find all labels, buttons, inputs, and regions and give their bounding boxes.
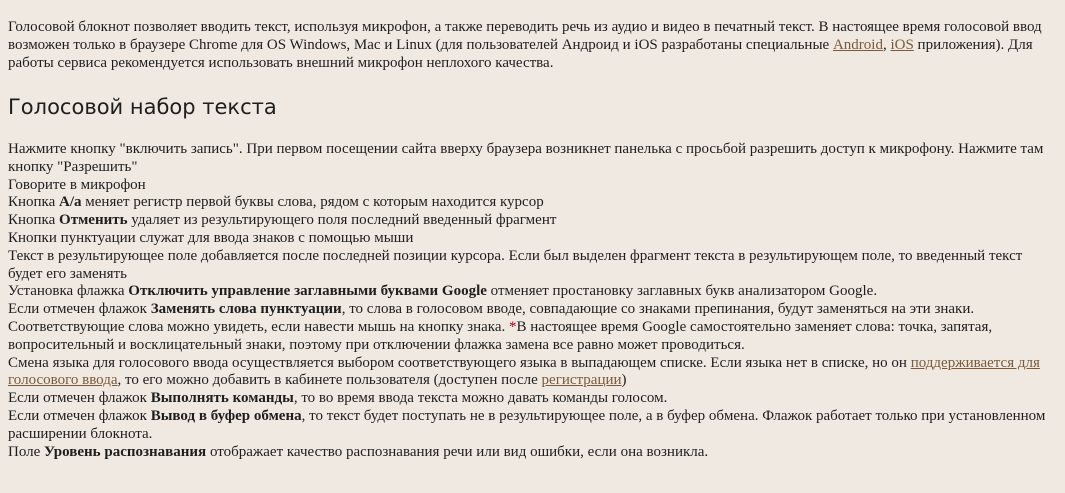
- instruction-text: удаляет из результирующего поля последний введенный фрагмент: [127, 212, 557, 229]
- list-item: [8, 283, 1056, 301]
- list-item: [8, 390, 1056, 408]
- instruction-text: Если отмечен флажок: [8, 407, 151, 424]
- instruction-text: Смена языка для голосового ввода осуществляется выбором соответствующего языка в выпадающем списке. Если языка нет в списке, но он: [8, 354, 911, 371]
- intro-separator: ,: [882, 36, 891, 53]
- list-item: [8, 230, 1056, 248]
- android-app-link[interactable]: Android: [832, 36, 883, 53]
- instruction-text: , то во время ввода текста можно давать команды голосом.: [293, 390, 668, 407]
- list-item: [8, 301, 1056, 354]
- instruction-text: , то его можно добавить в кабинете пользователя (доступен после: [117, 372, 542, 389]
- commands-flag-name: Выполнять команды: [150, 390, 294, 407]
- undo-button-name: Отменить: [59, 212, 128, 229]
- instruction-text: Текст в результирующее поле добавляется после последней позиции курсора. Если был выделен фрагмент текста в результирующем поле, то введенный текст будет его заменять: [8, 247, 1023, 282]
- instruction-text: Говорите в микрофон: [8, 176, 146, 193]
- list-item: [8, 408, 1056, 444]
- list-item: [8, 355, 1056, 391]
- instruction-text: Если отмечен флажок: [8, 301, 151, 318]
- supported-languages-link[interactable]: поддерживается для голосового ввода: [8, 354, 1040, 389]
- list-item: [8, 248, 1056, 284]
- list-item: [8, 444, 1056, 462]
- intro-paragraph: [8, 19, 1056, 72]
- instruction-text: Установка флажка: [8, 283, 129, 300]
- instruction-text: В настоящее время Google самостоятельно заменяет слова: точка, запятая, вопросительный и восклицательный знаки, поэтому при отключении флажка замена все равно может проводиться.: [8, 318, 993, 353]
- caps-flag-name: Отключить управление заглавными буквами Google: [128, 283, 487, 300]
- instruction-text: Поле: [8, 443, 45, 460]
- list-item: [8, 141, 1056, 177]
- intro-text: Голосовой блокнот позволяет вводить текст, используя микрофон, а также переводить речь из аудио и видео в печатный текст. В настоящее время голосовой ввод возможен только в браузере Chrome для OS Windows, Mac и Linux (для пользователей Андроид и iOS разработаны специальные: [8, 19, 1042, 53]
- intro-text-end: приложения). Для работы сервиса рекомендуется использовать внешний микрофон неплохого качества.: [8, 36, 1033, 71]
- case-button-name: A/a: [59, 194, 82, 211]
- list-item: [8, 212, 1056, 230]
- instruction-text: меняет регистр первой буквы слова, рядом с которым находится курсор: [81, 194, 544, 211]
- recognition-level-field-name: Уровень распознавания: [44, 443, 207, 460]
- instruction-text: Кнопки пунктуации служат для ввода знаков с помощью мыши: [8, 229, 414, 246]
- instruction-text: отображает качество распознавания речи или вид ошибки, если она возникла.: [206, 443, 709, 460]
- instruction-text: ): [621, 372, 627, 389]
- clipboard-flag-name: Вывод в буфер обмена: [150, 407, 302, 424]
- list-item: [8, 194, 1056, 212]
- section-heading: Голосовой набор текста: [8, 95, 277, 119]
- ios-app-link[interactable]: iOS: [890, 36, 914, 53]
- list-item: [8, 177, 1056, 195]
- instruction-text: , то слова в голосовом вводе, совпадающие со знаками препинания, будут заменяться на эти знаки. Соответствующие слова можно увидеть, если навести мышь на кнопку знака.: [8, 301, 975, 335]
- instruction-text: отменяет простановку заглавных букв анализатором Google.: [486, 283, 878, 300]
- content-area: [8, 19, 1056, 460]
- instruction-text: Кнопка: [8, 194, 60, 211]
- instruction-text: , то текст будет поступать не в результирующее поле, а в буфер обмена. Флажок работает только при установленном расширении блокнота.: [8, 407, 1046, 442]
- instruction-text: Кнопка: [8, 212, 60, 229]
- instruction-text: Если отмечен флажок: [8, 390, 151, 407]
- registration-link[interactable]: регистрации: [541, 372, 622, 389]
- punctuation-flag-name: Заменять слова пунктуации: [150, 301, 342, 318]
- asterisk-mark: *: [509, 318, 517, 335]
- instructions-list: [8, 141, 1056, 461]
- instruction-text: Нажмите кнопку "включить запись". При первом посещении сайта вверху браузера возникнет панелька с просьбой разрешить доступ к микрофону. Нажмите там кнопку "Разрешить": [8, 141, 1044, 175]
